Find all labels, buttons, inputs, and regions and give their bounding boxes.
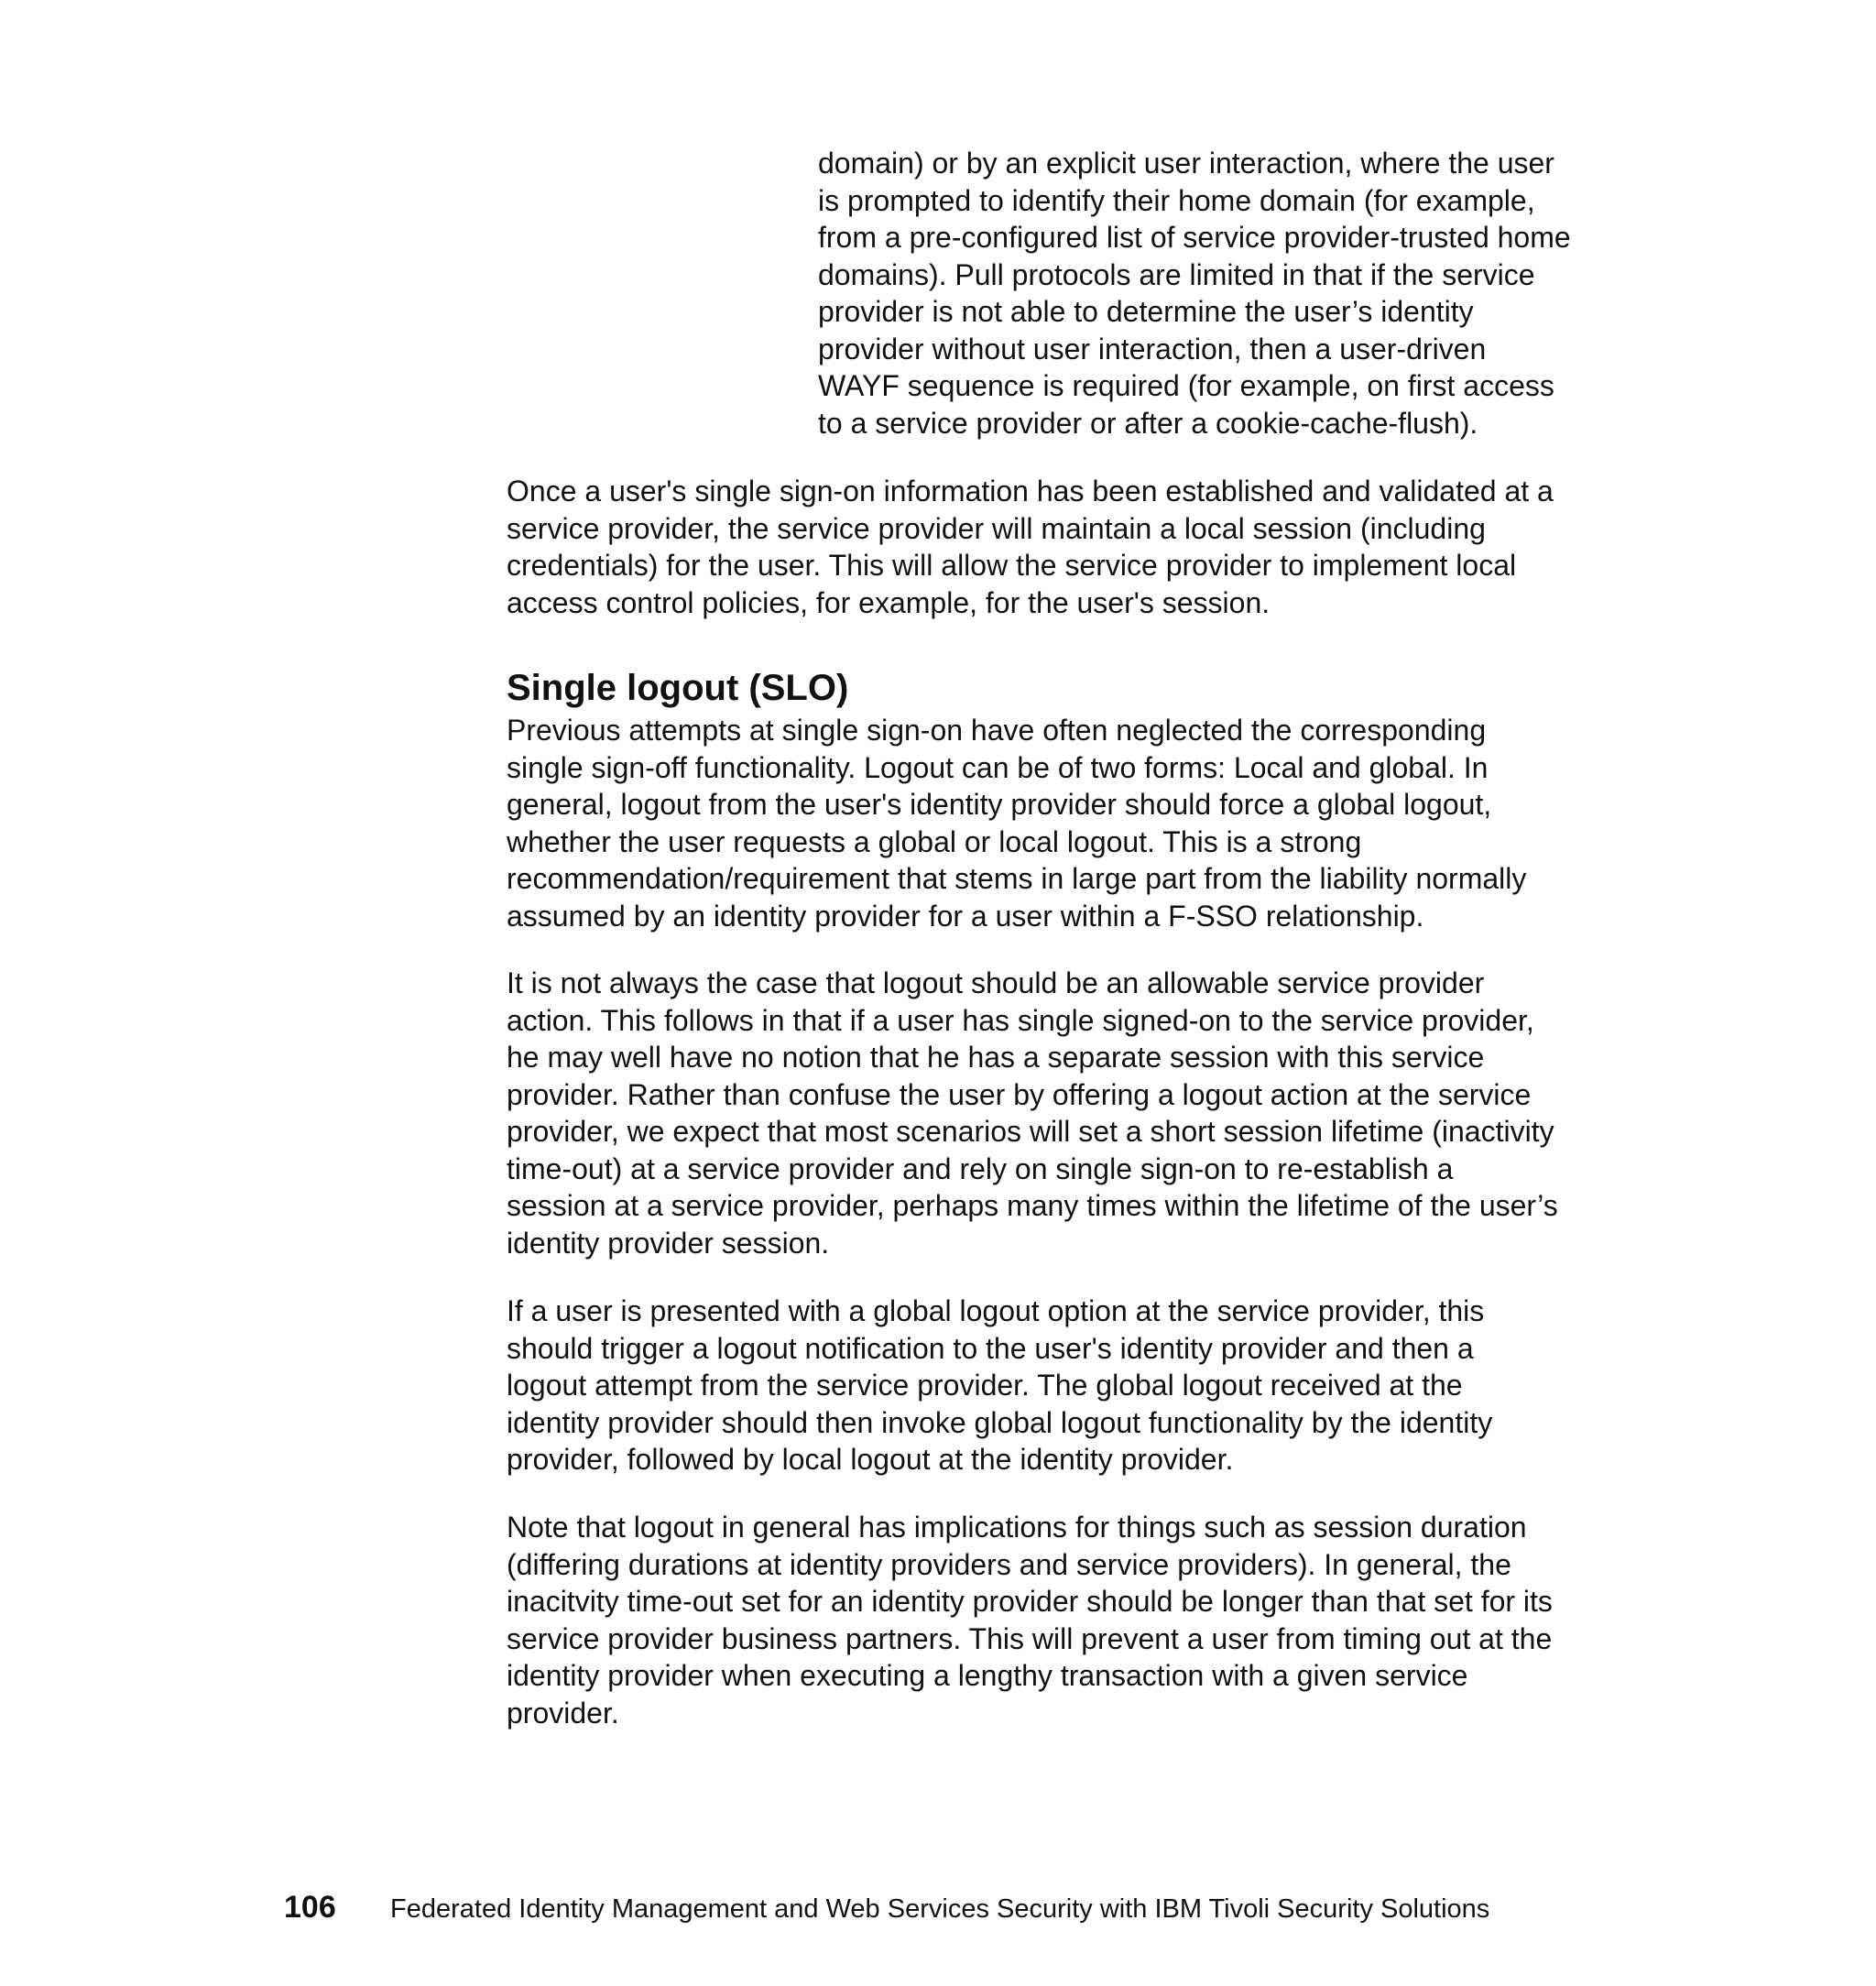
continued-list-item-text: domain) or by an explicit user interaction, where the user is prompted to identify their home domain (for example, from a pre-configured list of service provider-trusted home domains). Pull protocols are limited in that if the service provider is not able to determine the user’s identity provider without user interaction, then a user-driven WAYF sequence is required (for example, on first access to a service provider or after a cookie-cache-flush). <box>818 147 1571 440</box>
page-footer <box>284 1889 1489 1927</box>
session-paragraph: Once a user's single sign-on information has been established and validated at a service provider, the service provider will maintain a local session (including credentials) for the user. This will allow the service provider to implement local access control policies, for example, for the user's session. <box>507 475 1554 619</box>
page-number: 106 <box>284 1890 336 1925</box>
slo-paragraph-2: It is not always the case that logout should be an allowable service provider action. This follows in that if a user has single signed-on to the service provider, he may well have no notion that he has a separate session with this service provider. Rather than confuse the user by offering a logout action at the service provider, we expect that most scenarios will set a short session lifetime (inactivity time-out) at a service provider and rely on single sign-on to re-establish a session at a service provider, perhaps many times within the lifetime of the user’s identity provider session. <box>507 966 1558 1260</box>
slo-paragraph-1: Previous attempts at single sign-on have often neglected the corresponding single sign-off functionality. Logout can be of two forms: Local and global. In general, logout from the user's identity provider should force a global logout, whether the user requests a global or local logout. This is a strong recommendation/requirement that stems in large part from the liability normally assumed by an identity provider for a user within a F-SSO relationship. <box>507 714 1527 933</box>
slo-paragraph-3: If a user is presented with a global logout option at the service provider, this should trigger a logout notification to the user's identity provider and then a logout attempt from the service provider. The global logout received at the identity provider should then invoke global logout functionality by the identity provider, followed by local logout at the identity provider. <box>507 1294 1493 1476</box>
slo-paragraph-4: Note that logout in general has implications for things such as session duration (differing durations at identity providers and service providers). In general, the inacitvity time-out set for an identity provider should be longer than that set for its service provider business partners. This will prevent a user from timing out at the identity provider when executing a lengthy transaction with a given service provider. <box>507 1511 1553 1730</box>
section-heading: Single logout (SLO) <box>507 668 849 708</box>
running-title: Federated Identity Management and Web Services Security with IBM Tivoli Security Solutions <box>390 1894 1490 1924</box>
